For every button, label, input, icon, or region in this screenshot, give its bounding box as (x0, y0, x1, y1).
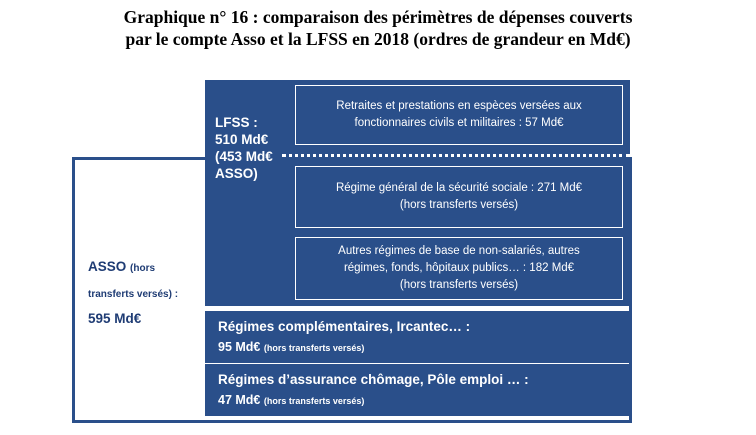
box-line: fonctionnaires civils et militaires : 57 Md€ (354, 117, 564, 129)
box-autres-regimes (295, 237, 623, 300)
band-note: (hors transferts versés) (263, 343, 365, 353)
lfss-label-line-3: (453 Md€ (215, 149, 273, 164)
box-line: Autres régimes de base de non-salariés, autres (338, 245, 580, 257)
lfss-label-line-2: 510 Md€ (215, 132, 269, 147)
lfss-label-line-1: LFSS : (215, 115, 258, 130)
band-assurance-chomage (205, 364, 630, 416)
chart-title-line-2: par le compte Asso et la LFSS en 2018 (ordres de grandeur en Md€) (125, 29, 631, 49)
box-line: Régime général de la sécurité sociale : 271 Md€ (335, 182, 583, 194)
chart-title (0, 6, 756, 50)
band-label: Régimes complémentaires, Ircantec… : (218, 319, 471, 334)
asso-name: ASSO (88, 259, 127, 274)
band-regimes-complementaires (205, 311, 630, 363)
box-line: (hors transferts versés) (399, 199, 519, 211)
box-retraites-fonctionnaires (295, 85, 623, 145)
band-note: (hors transferts versés) (263, 396, 365, 406)
asso-label (88, 255, 200, 331)
band-amount: 47 Md€ (218, 393, 261, 407)
band-amount: 95 Md€ (218, 340, 261, 354)
box-line: régimes, fonds, hôpitaux publics… : 182 Md€ (343, 262, 575, 274)
asso-boundary-dotted-line (282, 154, 630, 157)
box-regime-general (295, 166, 623, 228)
asso-qualifier: (hors transferts versés) : (88, 263, 179, 300)
asso-amount: 595 Md€ (88, 311, 142, 326)
lfss-label-line-4: ASSO) (215, 166, 258, 181)
lfss-label (215, 114, 295, 182)
box-line: (hors transferts versés) (399, 279, 519, 291)
band-label: Régimes d’assurance chômage, Pôle emploi … : (218, 372, 529, 387)
chart-title-line-1: Graphique n° 16 : comparaison des périmètres de dépenses couverts (123, 7, 633, 27)
box-line: Retraites et prestations en espèces versées aux (336, 100, 582, 112)
